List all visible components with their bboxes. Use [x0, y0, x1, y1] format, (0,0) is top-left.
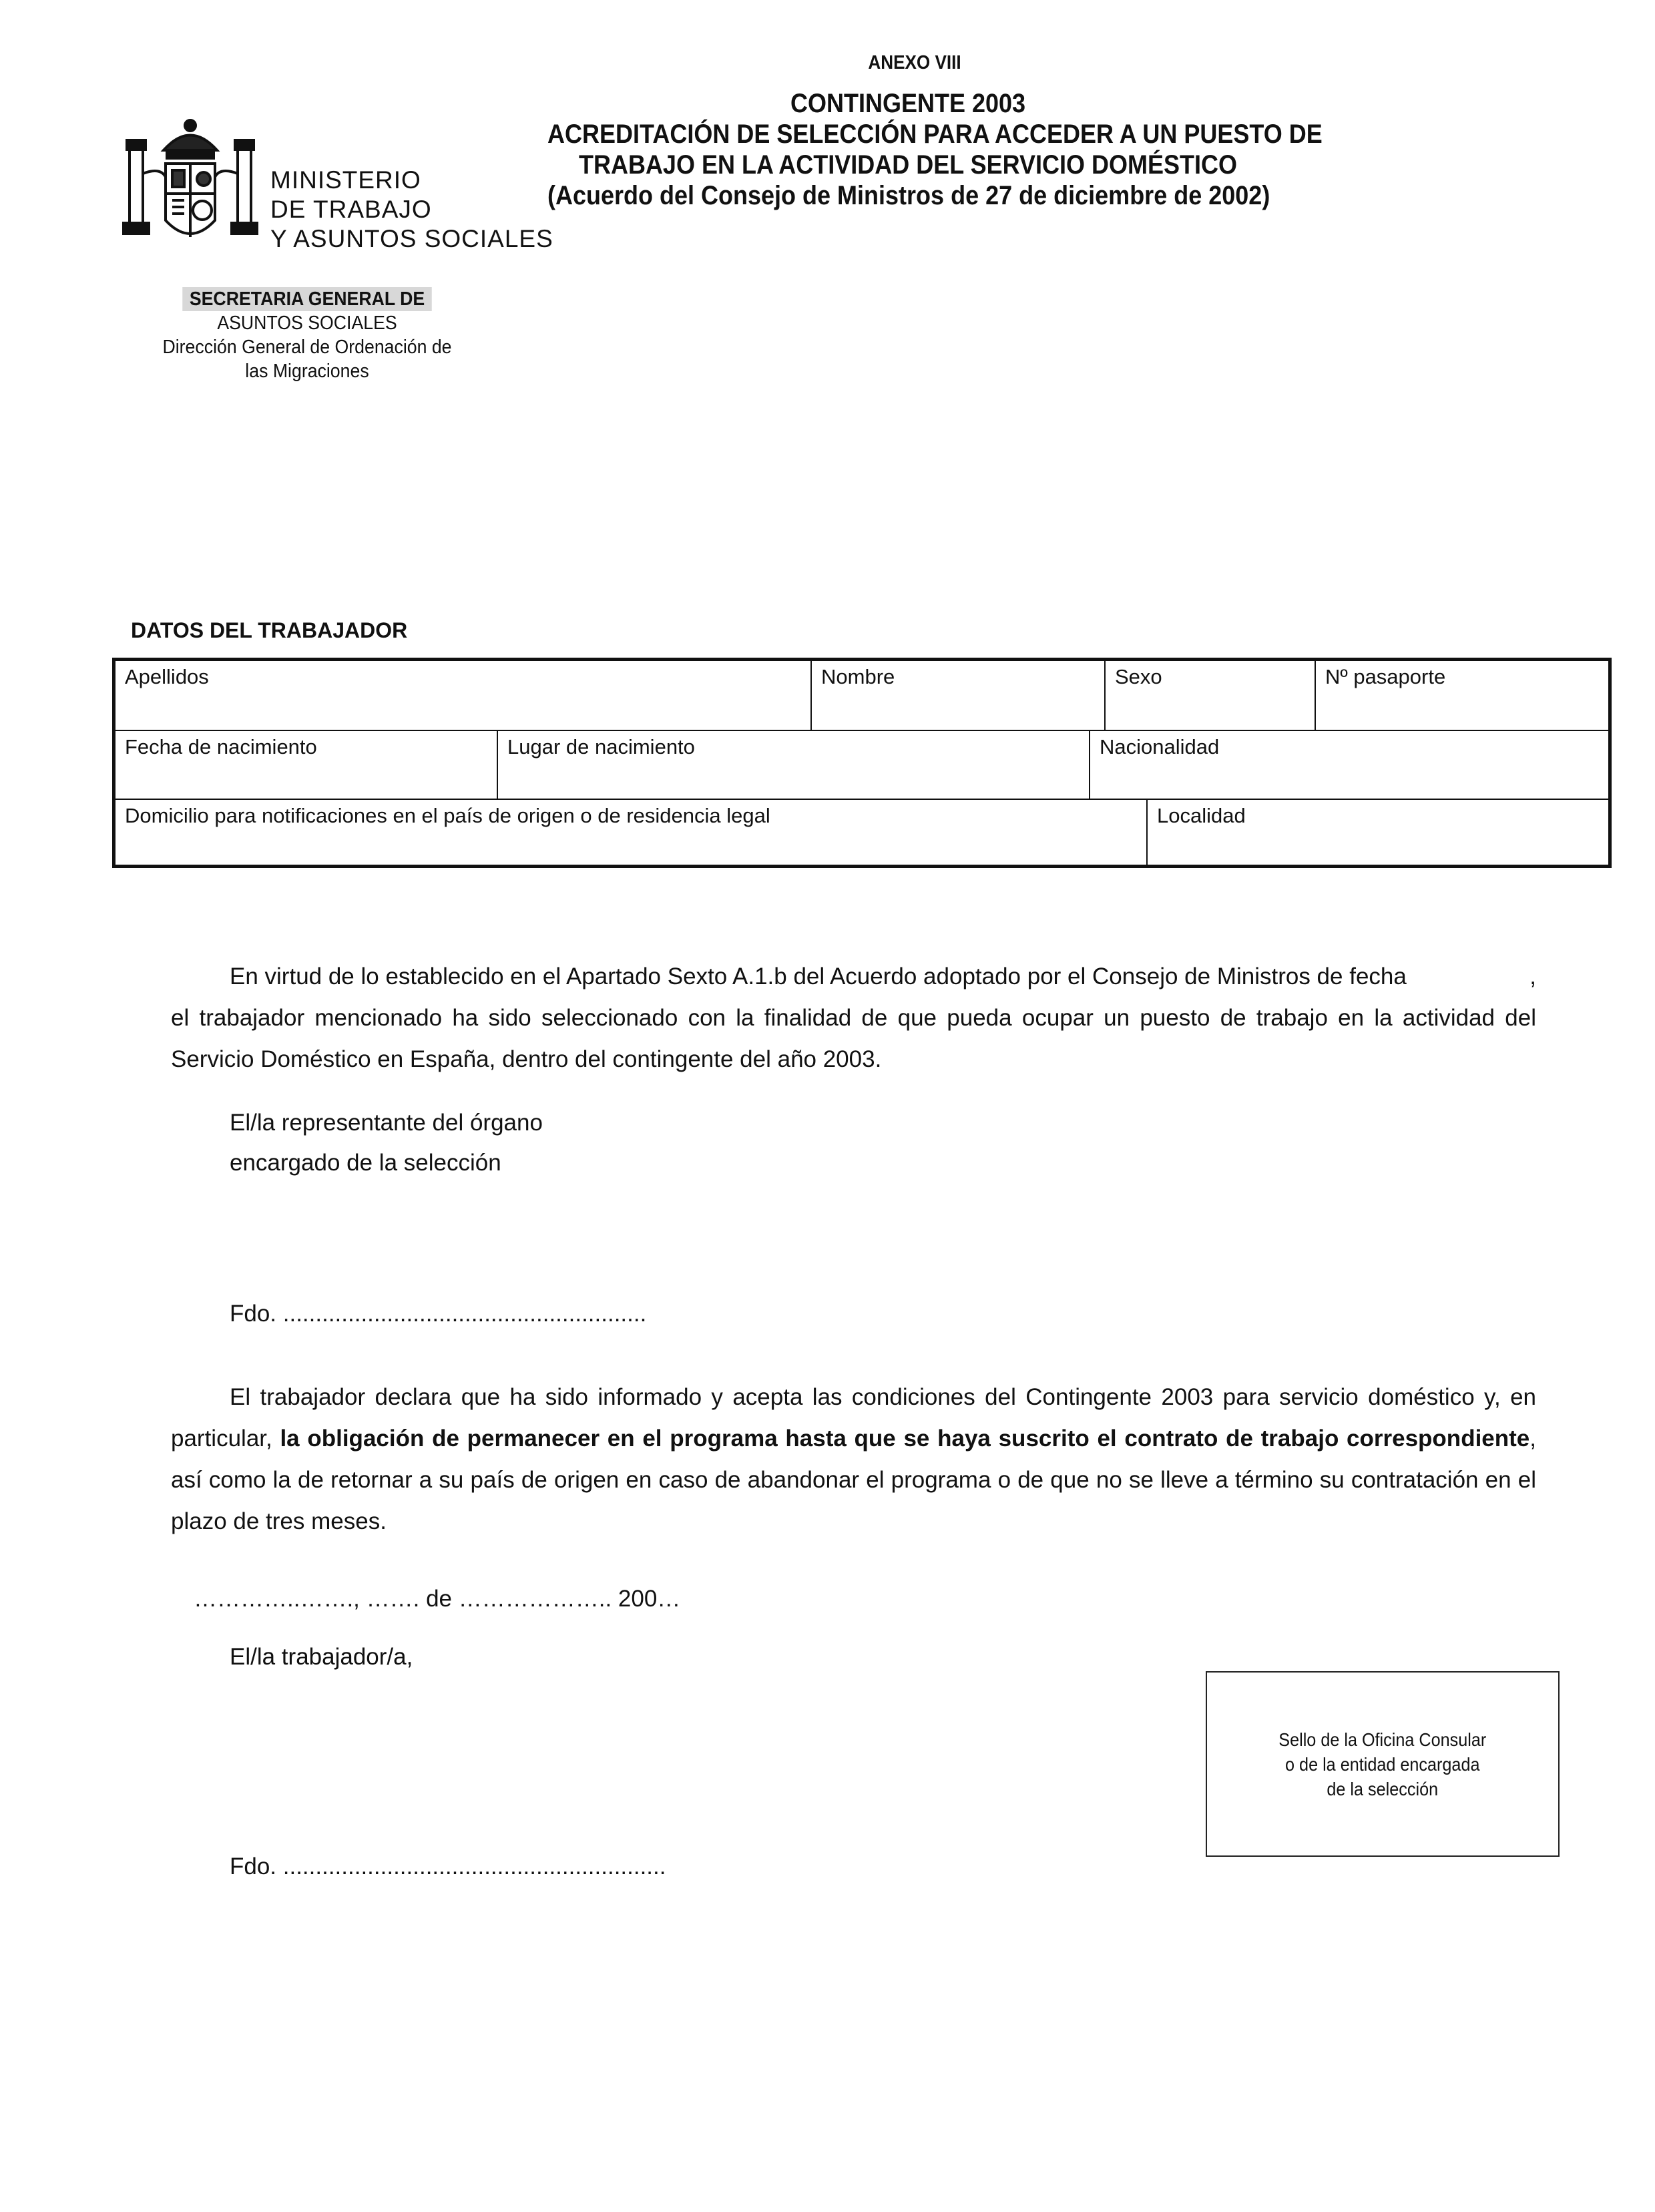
table-row	[115, 800, 1608, 865]
coat-of-arms-icon	[113, 114, 267, 267]
title-line: (Acuerdo del Consejo de Ministros de 27 de diciembre de 2002)	[547, 181, 1270, 210]
paragraph-comma: ,	[1529, 963, 1536, 989]
stamp-line: de la selección	[1327, 1778, 1439, 1799]
worker-signature: Fdo. ...........................................................	[230, 1853, 666, 1879]
paragraph-text: el trabajador mencionado ha sido seleccionado con la finalidad de que pueda ocupar un puesto de trabajo en la actividad del Servicio Doméstico en España, dentro del contingente del año 2003.	[171, 1005, 1536, 1072]
field-sexo[interactable]: Sexo	[1106, 661, 1316, 730]
secretaria-block	[140, 287, 474, 383]
consular-stamp-box	[1206, 1671, 1560, 1857]
field-domicilio[interactable]: Domicilio para notificaciones en el país de origen o de residencia legal	[115, 800, 1148, 865]
worker-signature-label: El/la trabajador/a,	[230, 1644, 413, 1670]
field-fecha-nacimiento[interactable]: Fecha de nacimiento	[115, 731, 498, 799]
declaration-paragraph	[171, 1377, 1536, 1542]
secretaria-line: Dirección General de Ordenación de	[162, 337, 452, 358]
secretaria-line: ASUNTOS SOCIALES	[217, 312, 397, 334]
title-line: TRABAJO EN LA ACTIVIDAD DEL SERVICIO DOMÉSTICO	[578, 150, 1238, 180]
paragraph-text: , así como la de retornar a su país de origen en caso de abandonar el programa o de que no se lleve a término su contratación en el plazo de tres meses.	[171, 1425, 1536, 1534]
ministry-line: Y ASUNTOS SOCIALES	[270, 225, 553, 252]
field-localidad[interactable]: Localidad	[1157, 804, 1246, 827]
table-row	[115, 731, 1608, 800]
paragraph-text: En virtud de lo establecido en el Apartado Sexto A.1.b del Acuerdo adoptado por el Consejo de Ministros de fecha	[230, 963, 1407, 989]
field-lugar-nacimiento[interactable]: Lugar de nacimiento	[498, 731, 1090, 799]
field-nacionalidad[interactable]: Nacionalidad	[1100, 735, 1220, 758]
stamp-text	[1279, 1727, 1487, 1801]
field-apellidos[interactable]: Apellidos	[115, 661, 812, 730]
paragraph-text: El trabajador declara que ha sido informado y acepta las condiciones del Contingente 2003 para servicio doméstico y, en particular,	[171, 1384, 1536, 1452]
field-nombre[interactable]: Nombre	[812, 661, 1106, 730]
secretaria-line: las Migraciones	[245, 361, 369, 382]
selection-paragraph	[171, 956, 1536, 1080]
paragraph-bold-text: la obligación de permanecer en el programa hasta que se haya suscrito el contrato de trabajo correspondiente	[280, 1425, 1530, 1452]
table-row	[115, 661, 1608, 731]
ministry-line: DE TRABAJO	[270, 196, 432, 223]
annex-label: ANEXO VIII	[868, 52, 961, 73]
secretaria-heading: SECRETARIA GENERAL DE	[182, 287, 432, 311]
representative-line: encargado de la selección	[230, 1150, 501, 1176]
date-line: …………..……., ……. de ……………….. 200…	[194, 1586, 681, 1612]
stamp-line: o de la entidad encargada	[1285, 1753, 1480, 1775]
worker-section-title: DATOS DEL TRABAJADOR	[131, 618, 408, 642]
document-title	[507, 88, 1323, 211]
title-line: ACREDITACIÓN DE SELECCIÓN PARA ACCEDER A UN PUESTO DE	[547, 120, 1323, 149]
title-line: CONTINGENTE 2003	[790, 89, 1026, 118]
stamp-line: Sello de la Oficina Consular	[1278, 1729, 1487, 1750]
representative-line: El/la representante del órgano	[230, 1110, 543, 1136]
representative-signature: Fdo. ........................................................	[230, 1301, 647, 1327]
representative-label	[230, 1103, 543, 1183]
worker-data-table	[112, 658, 1612, 868]
ministry-line: MINISTERIO	[270, 166, 421, 194]
ministry-name	[270, 166, 553, 254]
field-pasaporte[interactable]: Nº pasaporte	[1325, 665, 1446, 688]
